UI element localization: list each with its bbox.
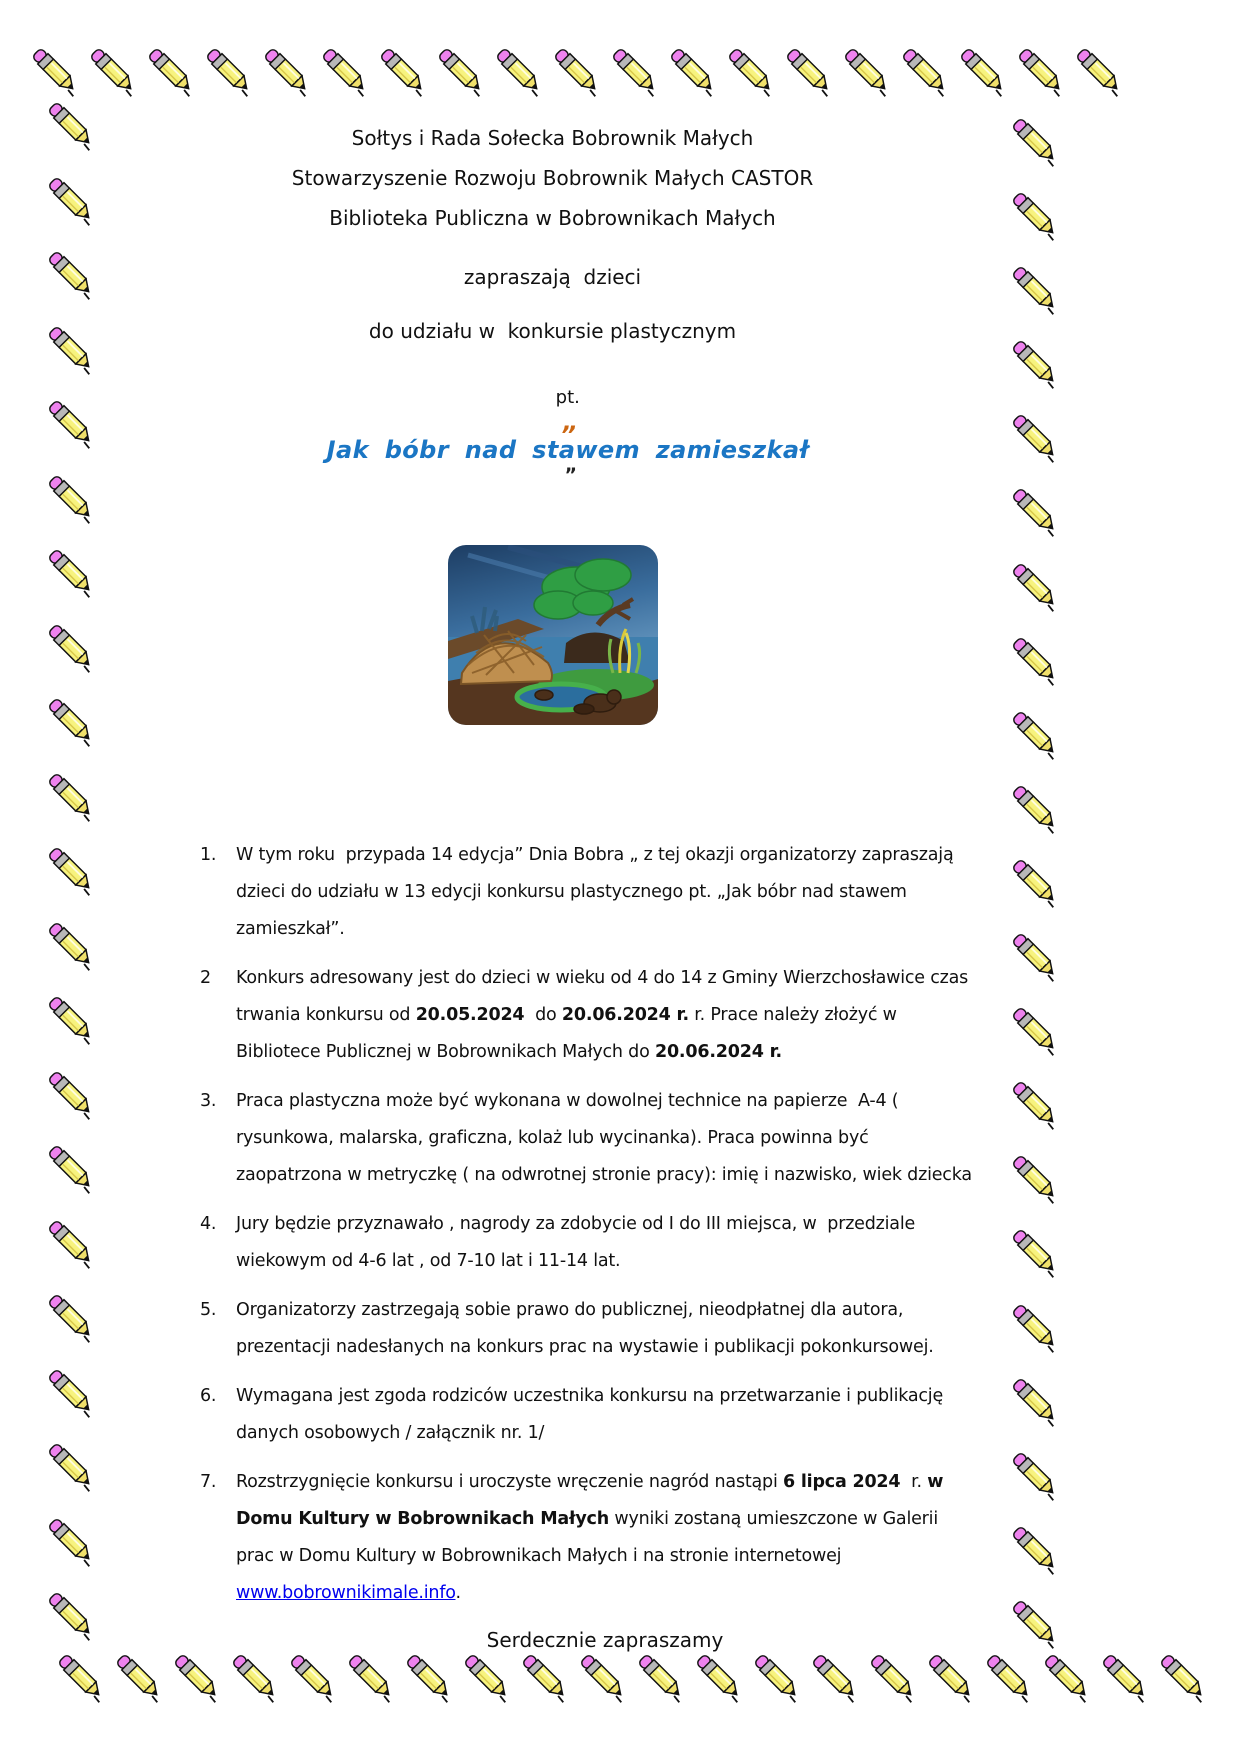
pencil-icon (994, 174, 1076, 256)
title-open-quote: „ (563, 408, 579, 436)
contest-invite-line: do udziału w konkursie plastycznym (368, 319, 737, 343)
list-item-number: 6. (200, 1386, 217, 1406)
pencil-icon (994, 100, 1076, 182)
title-close-quote: ” (564, 464, 577, 486)
text-segment: 6 lipca 2024 (783, 1472, 901, 1492)
pencil-icon (30, 158, 112, 240)
text-segment: W tym roku przypada 14 edycja” Dnia Bobra „ z tej okazji organizatorzy zapraszają dzieci do udziału w 13 edycji konkursu plastycznego pt. „Jak bóbr nad stawem zamieszkał”. (236, 845, 959, 939)
pencil-icon (994, 1063, 1076, 1145)
pencil-icon (994, 1137, 1076, 1219)
list-item-text (236, 837, 975, 948)
list-item-number: 1. (200, 845, 217, 865)
pencil-icon (30, 754, 112, 836)
closing-line: Serdecznie zapraszamy (486, 1628, 724, 1652)
text-segment: Jury będzie przyznawało , nagrody za zdobycie od I do III miejsca, w przedziale wiekowym od 4-6 lat , od 7-10 lat i 11-14 lat. (236, 1214, 921, 1271)
list-item-number: 5. (200, 1300, 217, 1320)
list-item-number: 4. (200, 1214, 217, 1234)
list-item (200, 960, 975, 1071)
pencil-border-top (26, 42, 1078, 100)
pencil-icon (30, 829, 112, 911)
list-item-text (236, 1378, 975, 1452)
pencil-icon (994, 1360, 1076, 1442)
text-segment: wyniki zostaną umieszczone w Galerii prac w Domu Kultury w Bobrownikach Małych i na stronie internetowej (236, 1509, 944, 1566)
pencil-icon (30, 1350, 112, 1432)
pencil-icon (30, 1052, 112, 1134)
text-segment: 20.06.2024 r. (654, 1042, 782, 1062)
list-item-number: 7. (200, 1472, 217, 1492)
organizer-line-1: Sołtys i Rada Sołecka Bobrownik Małych (351, 126, 754, 150)
pencil-icon (994, 1508, 1076, 1590)
list-item (200, 1464, 975, 1612)
pencil-icon (30, 1425, 112, 1507)
pencil-icon (994, 767, 1076, 849)
pencil-icon (994, 1285, 1076, 1367)
list-item-number: 2 (200, 968, 211, 988)
list-item-number: 3. (200, 1091, 217, 1111)
pencil-icon (994, 1434, 1076, 1516)
beaver-playset-photo (448, 545, 658, 725)
pencil-border-bottom (52, 1648, 1110, 1706)
pencil-icon (30, 382, 112, 464)
text-segment: 20.06.2024 r. (561, 1005, 689, 1025)
pencil-icon (994, 248, 1076, 330)
list-item (200, 1083, 975, 1194)
pencil-icon (994, 841, 1076, 923)
text-segment: Praca plastyczna może być wykonana w dowolnej technice na papierze A-4 ( rysunkowa, malarska, graficzna, kolaż lub wycinanka). Praca powinna być zaopatrzona w metryczkę ( na odwrotnej stronie pracy): imię i nazwisko, wiek dziecka (236, 1091, 972, 1185)
pencil-icon (1058, 30, 1140, 112)
text-segment: r. Prace należy złożyć w Bibliotece Publicznej w Bobrownikach Małych do (236, 1005, 903, 1062)
list-item-text (236, 1083, 975, 1194)
document-content (130, 118, 975, 1652)
text-segment: r. (900, 1472, 928, 1492)
pencil-icon (994, 1211, 1076, 1293)
pencil-icon (30, 456, 112, 538)
title-text: Jak bóbr nad stawem zamieszkał (326, 436, 809, 464)
website-link[interactable]: www.bobrownikimale.info (236, 1583, 456, 1603)
invite-line: zapraszają dzieci (463, 265, 642, 289)
text-segment: . (455, 1583, 461, 1603)
pencil-icon (994, 396, 1076, 478)
pencil-icon (30, 531, 112, 613)
list-item-text (236, 1464, 975, 1612)
organizer-line-3: Biblioteka Publiczna w Bobrownikach Małych (329, 206, 776, 230)
text-segment: w Domu Kultury w Bobrownikach Małych (236, 1472, 950, 1529)
pencil-border-left (42, 96, 100, 1644)
pencil-icon (30, 605, 112, 687)
pencil-icon (30, 978, 112, 1060)
pencil-icon (1142, 1636, 1224, 1718)
list-item-text (236, 960, 975, 1071)
list-item (200, 1206, 975, 1280)
text-segment: 20.05.2024 (415, 1005, 525, 1025)
text-segment: do (524, 1005, 562, 1025)
pencil-icon (994, 619, 1076, 701)
pencil-icon (30, 680, 112, 762)
pencil-border-right (1006, 112, 1064, 1652)
list-item (200, 1292, 975, 1366)
pencil-icon (30, 903, 112, 985)
text-segment: Rozstrzygnięcie konkursu i uroczyste wręczenie nagród nastąpi (236, 1472, 783, 1492)
pencil-icon (994, 989, 1076, 1071)
text-segment: Wymagana jest zgoda rodziców uczestnika konkursu na przetwarzanie i publikację danych osobowych / załącznik nr. 1/ (236, 1386, 949, 1443)
list-item-text (236, 1206, 975, 1280)
pencil-icon (30, 1574, 112, 1656)
pencil-icon (994, 915, 1076, 997)
numbered-list (130, 837, 975, 1612)
pencil-icon (30, 233, 112, 315)
list-item-text (236, 1292, 975, 1366)
pencil-icon (30, 307, 112, 389)
pencil-icon (994, 693, 1076, 775)
text-segment: Konkurs adresowany jest do dzieci w wieku od 4 do 14 z Gminy Wierzchosławice czas trwania konkursu od (236, 968, 974, 1025)
pencil-icon (994, 1582, 1076, 1664)
pencil-icon (994, 545, 1076, 627)
list-item (200, 837, 975, 948)
pencil-icon (994, 470, 1076, 552)
text-segment: Organizatorzy zastrzegają sobie prawo do publicznej, nieodpłatnej dla autora, prezentacji nadesłanych na konkurs prac na wystawie i publikacji pokonkursowej. (236, 1300, 934, 1357)
list-item (200, 1378, 975, 1452)
pencil-icon (30, 1201, 112, 1283)
pencil-icon (30, 1127, 112, 1209)
pencil-icon (994, 322, 1076, 404)
organizer-line-2: Stowarzyszenie Rozwoju Bobrownik Małych CASTOR (291, 166, 814, 190)
title-prefix: pt. (555, 387, 580, 408)
pencil-icon (30, 84, 112, 166)
pencil-icon (30, 1499, 112, 1581)
pencil-icon (30, 1276, 112, 1358)
contest-title (130, 368, 975, 505)
